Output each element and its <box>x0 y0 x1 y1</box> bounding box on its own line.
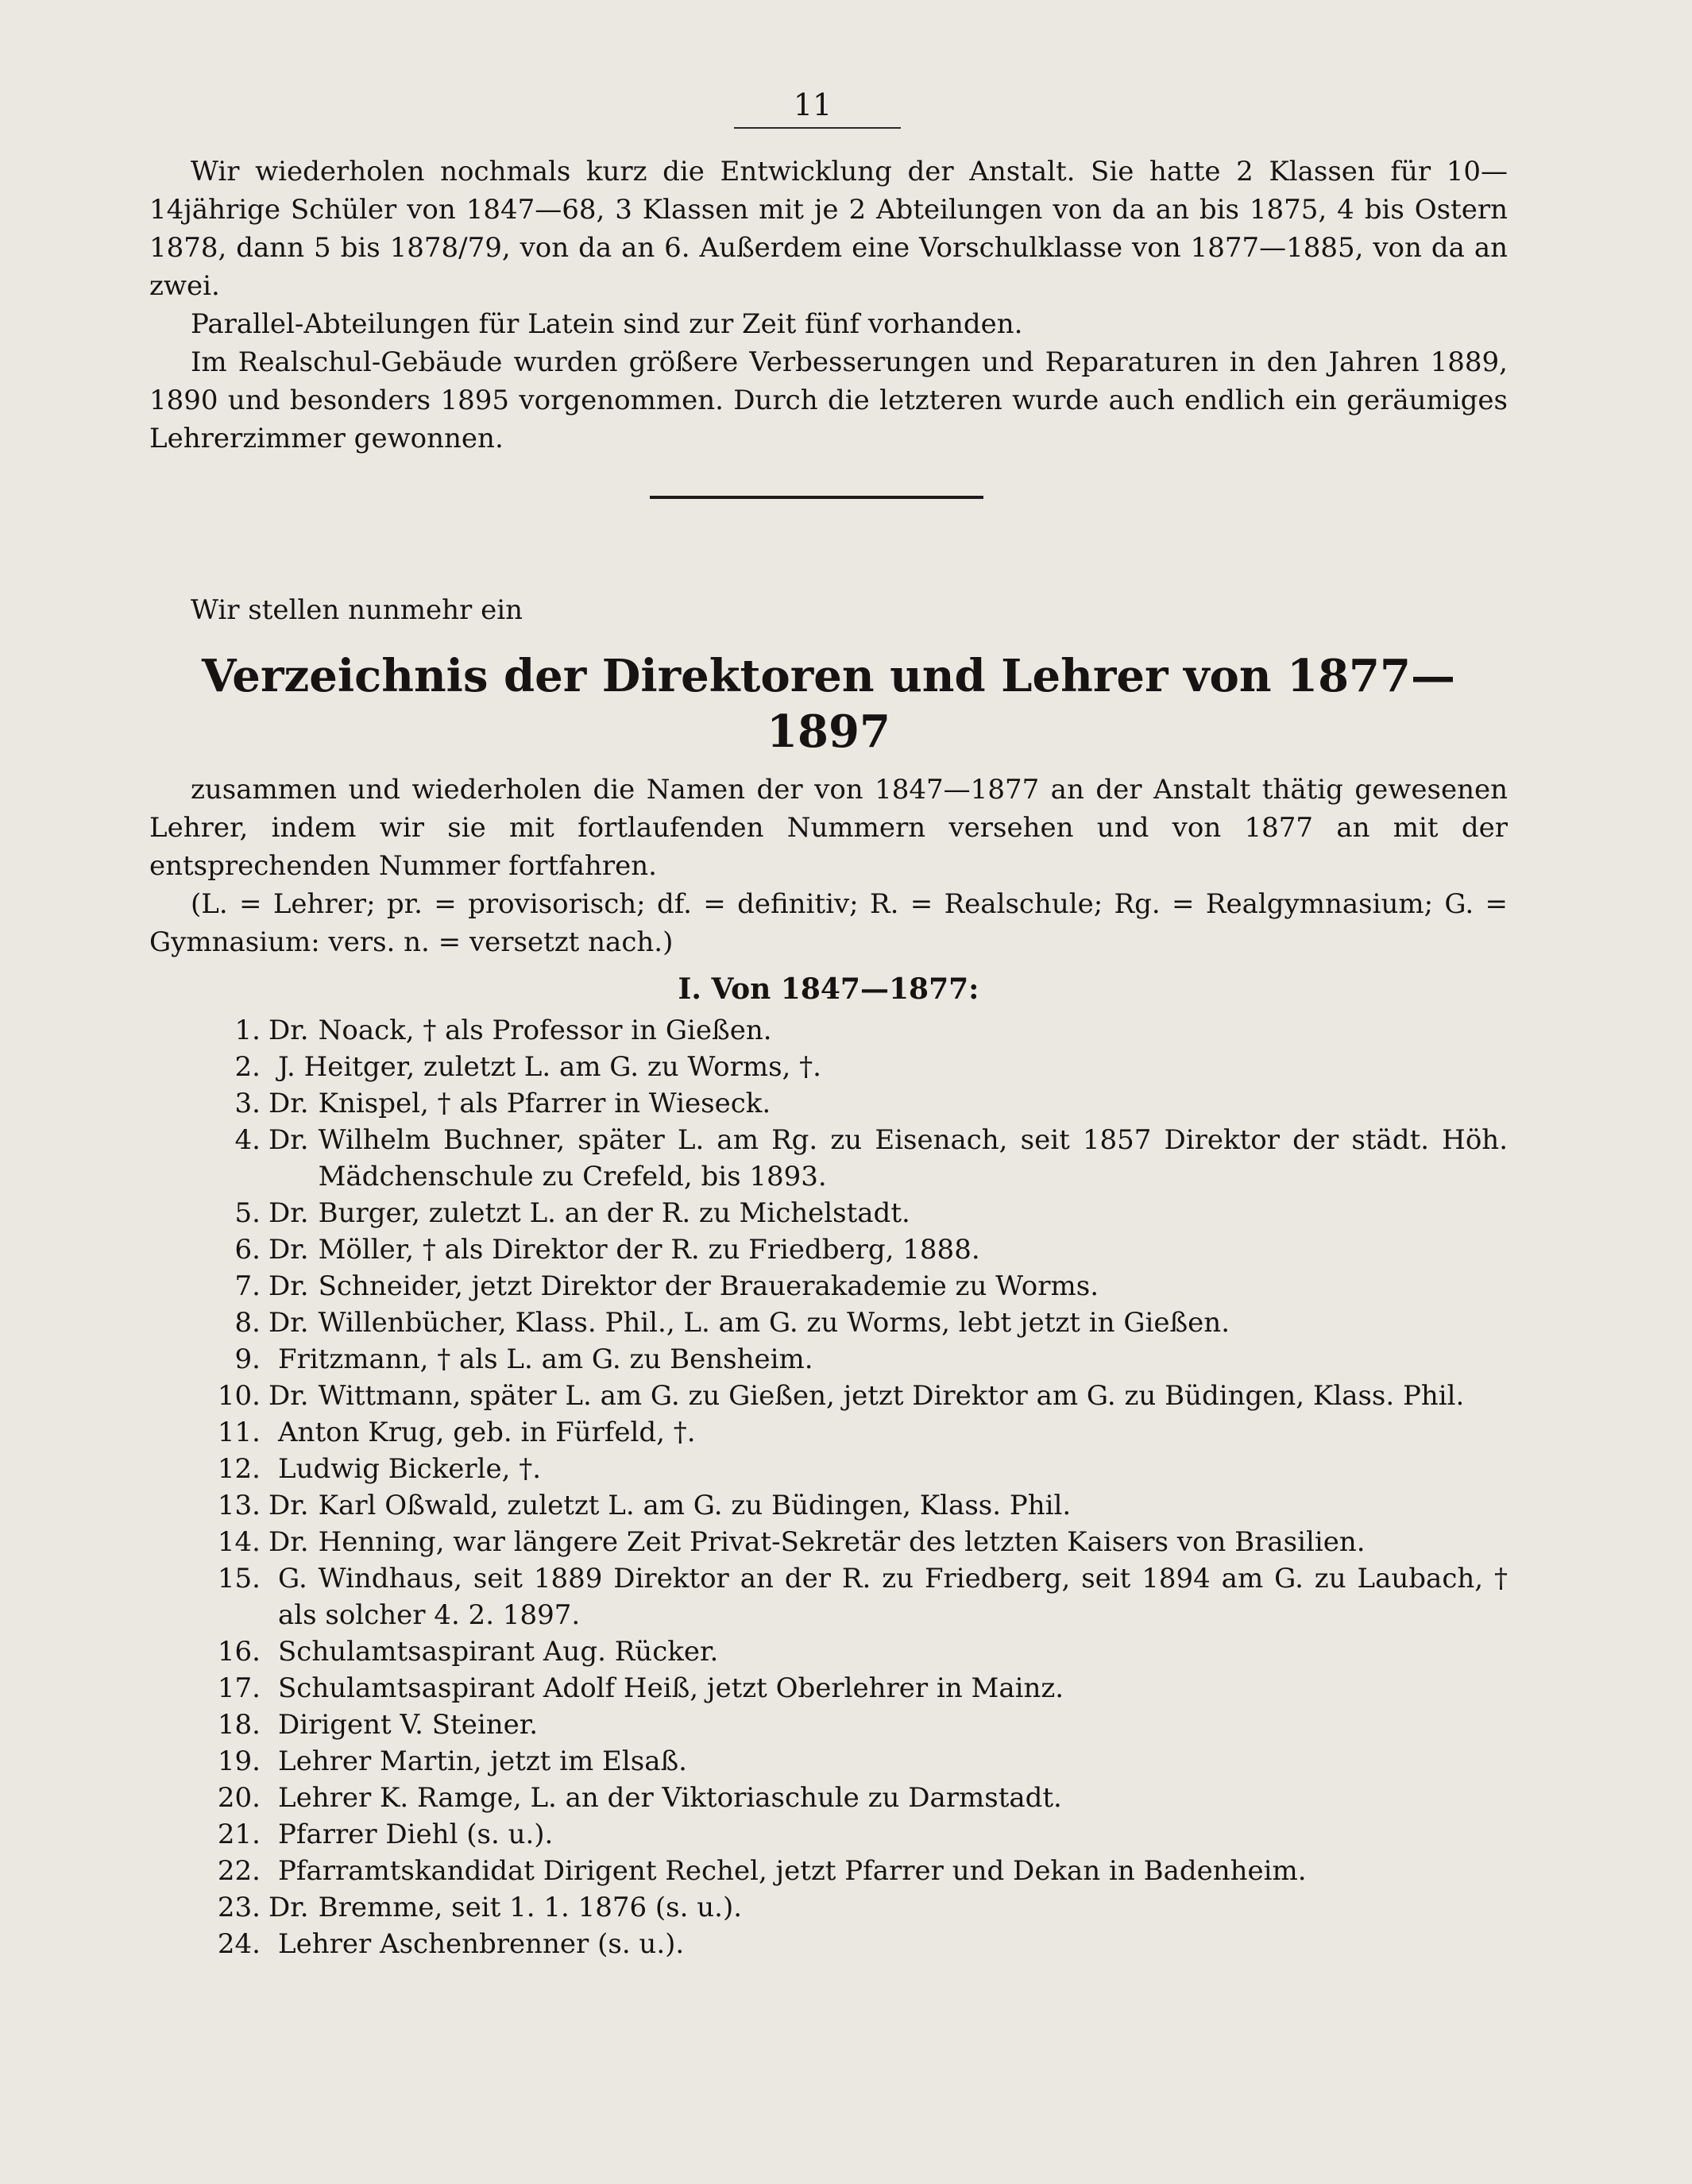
entry-title <box>268 1341 278 1378</box>
continuation-paragraph: zusammen und wiederholen die Namen der von 1847—1877 an der Anstalt thätig gewesenen Lehrer, indem wir sie mit fortlaufenden Nummern versehen und von 1877 an mit der entsprechenden Nummer fortfahren. <box>149 774 1508 882</box>
intro-line: Wir stellen nunmehr ein <box>191 594 523 626</box>
list-item <box>149 1524 1508 1560</box>
entry-number: 14. <box>217 1526 261 1558</box>
entry-number: 22. <box>217 1855 261 1887</box>
entry-number: 24. <box>217 1928 261 1960</box>
page-number: 11 <box>793 87 832 122</box>
entry-title: Dr. <box>268 1307 309 1339</box>
entry-text: Karl Oßwald, zuletzt L. am G. zu Büdingen, Klass. Phil. <box>318 1490 1072 1521</box>
list-item <box>149 1268 1508 1305</box>
list-item <box>149 1926 1508 1962</box>
entry-number: 10. <box>217 1380 261 1412</box>
entry-number: 6. <box>234 1234 261 1266</box>
teacher-list <box>149 1012 1508 1962</box>
entry-text: Knispel, † als Pfarrer in Wieseck. <box>318 1088 771 1119</box>
list-item <box>149 1305 1508 1341</box>
entry-number: 5. <box>234 1197 261 1229</box>
list-item <box>149 1414 1508 1451</box>
entry-title <box>268 1049 278 1085</box>
list-item <box>149 1670 1508 1707</box>
list-item <box>149 1451 1508 1487</box>
entry-text: Pfarrer Diehl (s. u.). <box>278 1819 554 1850</box>
entry-number: 16. <box>217 1636 261 1668</box>
entry-text: Burger, zuletzt L. an der R. zu Michelstadt. <box>318 1197 910 1229</box>
section-divider <box>650 496 983 499</box>
entry-number: 18. <box>217 1709 261 1741</box>
entry-number: 1. <box>234 1015 261 1046</box>
entry-text: Willenbücher, Klass. Phil., L. am G. zu Worms, lebt jetzt in Gießen. <box>318 1307 1230 1339</box>
entry-text: J. Heitger, zuletzt L. am G. zu Worms, †. <box>278 1051 821 1083</box>
entry-title: Dr. <box>268 1892 309 1923</box>
list-item <box>149 1816 1508 1853</box>
list-item <box>149 1122 1508 1195</box>
entry-text: Wilhelm Buchner, später L. am Rg. zu Eisenach, seit 1857 Direktor der städt. Höh. Mädchenschule zu Crefeld, bis 1893. <box>318 1124 1508 1193</box>
entry-number: 3. <box>234 1088 261 1119</box>
entry-title <box>268 1670 278 1707</box>
entry-title: Dr. <box>268 1490 309 1521</box>
entry-text: Henning, war längere Zeit Privat-Sekretär des letzten Kaisers von Brasilien. <box>318 1526 1366 1558</box>
entry-number: 23. <box>217 1892 261 1923</box>
entry-title <box>268 1414 278 1451</box>
entry-number: 8. <box>234 1307 261 1339</box>
entry-title <box>268 1707 278 1743</box>
entry-text: Lehrer Aschenbrenner (s. u.). <box>278 1928 685 1960</box>
entry-number: 9. <box>234 1343 261 1375</box>
entry-title: Dr. <box>268 1270 309 1302</box>
entry-title: Dr. <box>268 1015 309 1046</box>
entry-title <box>268 1560 278 1633</box>
entry-number: 7. <box>234 1270 261 1302</box>
entry-text: Pfarramtskandidat Dirigent Rechel, jetzt Pfarrer und Dekan in Badenheim. <box>278 1855 1307 1887</box>
entry-text: Schulamtsaspirant Adolf Heiß, jetzt Oberlehrer in Mainz. <box>278 1672 1064 1704</box>
list-item <box>149 1085 1508 1122</box>
list-item <box>149 1633 1508 1670</box>
list-item <box>149 1012 1508 1049</box>
entry-title: Dr. <box>268 1526 309 1558</box>
entry-number: 11. <box>217 1417 261 1448</box>
list-item <box>149 1487 1508 1524</box>
entry-text: Dirigent V. Steiner. <box>278 1709 539 1741</box>
section-heading: I. Von 1847—1877: <box>678 972 979 1006</box>
list-item <box>149 1341 1508 1378</box>
entry-number: 17. <box>217 1672 261 1704</box>
paragraph-building: Im Realschul-Gebäude wurden größere Verbesserungen und Reparaturen in den Jahren 1889, 1890 und besonders 1895 vorgenommen. Durch die letzteren wurde auch endlich ein geräumiges Lehrerzimmer gewonnen. <box>149 346 1508 454</box>
entry-text: Ludwig Bickerle, †. <box>278 1453 542 1485</box>
headline: Verzeichnis der Direktoren und Lehrer von 1877—1897 <box>202 650 1455 758</box>
entry-number: 4. <box>234 1124 261 1156</box>
entry-number: 21. <box>217 1819 261 1850</box>
abbreviations-legend: (L. = Lehrer; pr. = provisorisch; df. = definitiv; R. = Realschule; Rg. = Realgymnasium; G. = Gymnasium: vers. n. = versetzt nach.) <box>149 888 1508 958</box>
entry-title <box>268 1633 278 1670</box>
entry-title <box>268 1926 278 1962</box>
paragraph-development: Wir wiederholen nochmals kurz die Entwicklung der Anstalt. Sie hatte 2 Klassen für 10—14jährige Schüler von 1847—68, 3 Klassen mit je 2 Abteilungen von da an bis 1875, 4 bis Ostern 1878, dann 5 bis 1878/79, von da an 6. Außerdem eine Vorschulklasse von 1877—1885, von da an zwei. <box>149 156 1508 302</box>
entry-title <box>268 1451 278 1487</box>
list-item <box>149 1231 1508 1268</box>
list-item <box>149 1889 1508 1926</box>
entry-text: G. Windhaus, seit 1889 Direktor an der R. zu Friedberg, seit 1894 am G. zu Laubach, † als solcher 4. 2. 1897. <box>278 1563 1508 1631</box>
entry-text: Noack, † als Professor in Gießen. <box>318 1015 772 1046</box>
entry-number: 13. <box>217 1490 261 1521</box>
document-page <box>149 87 1508 1962</box>
list-item <box>149 1195 1508 1231</box>
entry-text: Möller, † als Direktor der R. zu Friedberg, 1888. <box>318 1234 980 1266</box>
entry-title <box>268 1816 278 1853</box>
entry-text: Anton Krug, geb. in Fürfeld, †. <box>278 1417 696 1448</box>
paragraph-latin: Parallel-Abteilungen für Latein sind zur Zeit fünf vorhanden. <box>191 308 1023 340</box>
entry-title: Dr. <box>268 1380 309 1412</box>
page-number-rule <box>734 127 901 129</box>
entry-title: Dr. <box>268 1197 309 1229</box>
entry-text: Schneider, jetzt Direktor der Brauerakademie zu Worms. <box>318 1270 1099 1302</box>
entry-number: 2. <box>234 1051 261 1083</box>
entry-title: Dr. <box>268 1124 309 1156</box>
entry-number: 15. <box>217 1563 261 1595</box>
list-item <box>149 1780 1508 1816</box>
entry-text: Lehrer Martin, jetzt im Elsaß. <box>278 1745 687 1777</box>
entry-number: 20. <box>217 1782 261 1814</box>
entry-title <box>268 1853 278 1889</box>
list-item <box>149 1743 1508 1780</box>
entry-title: Dr. <box>268 1088 309 1119</box>
entry-number: 19. <box>217 1745 261 1777</box>
entry-number: 12. <box>217 1453 261 1485</box>
entry-text: Wittmann, später L. am G. zu Gießen, jetzt Direktor am G. zu Büdingen, Klass. Phil. <box>318 1380 1465 1412</box>
entry-title <box>268 1780 278 1816</box>
entry-text: Bremme, seit 1. 1. 1876 (s. u.). <box>318 1892 743 1923</box>
entry-text: Fritzmann, † als L. am G. zu Bensheim. <box>278 1343 813 1375</box>
list-item <box>149 1560 1508 1633</box>
entry-title <box>268 1743 278 1780</box>
entry-title: Dr. <box>268 1234 309 1266</box>
entry-text: Lehrer K. Ramge, L. an der Viktoriaschule zu Darmstadt. <box>278 1782 1062 1814</box>
entry-text: Schulamtsaspirant Aug. Rücker. <box>278 1636 719 1668</box>
list-item <box>149 1707 1508 1743</box>
list-item <box>149 1853 1508 1889</box>
list-item <box>149 1049 1508 1085</box>
list-item <box>149 1378 1508 1414</box>
